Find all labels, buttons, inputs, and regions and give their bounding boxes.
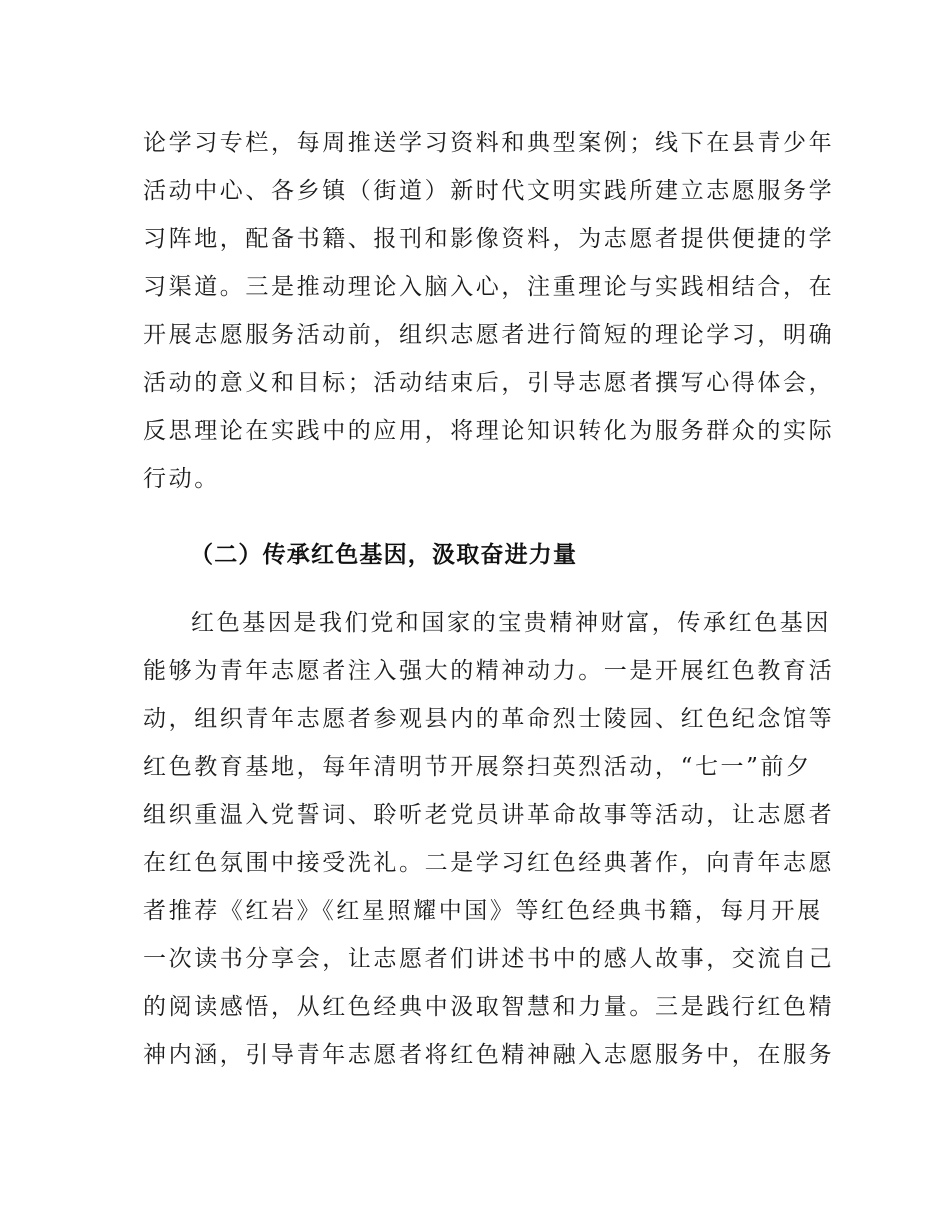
paragraph-line: 习阵地，配备书籍、报刊和影像资料，为志愿者提供便捷的学 (143, 226, 835, 252)
paragraph-line: 一次读书分享会，让志愿者们讲述书中的感人故事，交流自己 (143, 946, 835, 972)
paragraph-line: 者推荐《红岩》《红星照耀中国》等红色经典书籍，每月开展 (143, 898, 823, 924)
section-heading: （二）传承红色基因，汲取奋进力量 (190, 542, 578, 568)
paragraph-line: 开展志愿服务活动前，组织志愿者进行简短的理论学习，明确 (143, 322, 835, 348)
paragraph-line: 红色教育基地，每年清明节开展祭扫英烈活动，“七一”前夕 (143, 754, 812, 780)
paragraph-line: 行动。 (143, 466, 220, 492)
paragraph-line: 习渠道。三是推动理论入脑入心，注重理论与实践相结合，在 (143, 274, 835, 300)
paragraph-line: 动，组织青年志愿者参观县内的革命烈士陵园、红色纪念馆等 (143, 706, 835, 732)
paragraph-line: 神内涵，引导青年志愿者将红色精神融入志愿服务中，在服务 (143, 1042, 835, 1068)
paragraph-line: 能够为青年志愿者注入强大的精神动力。一是开展红色教育活 (143, 658, 835, 684)
paragraph-line: 组织重温入党誓词、聆听老党员讲革命故事等活动，让志愿者 (143, 802, 835, 828)
paragraph-line: 红色基因是我们党和国家的宝贵精神财富，传承红色基因 (191, 610, 831, 636)
paragraph-1 (143, 119, 835, 503)
paragraph-line: 活动的意义和目标；活动结束后，引导志愿者撰写心得体会， (143, 370, 835, 396)
paragraph-line: 在红色氛围中接受洗礼。二是学习红色经典著作，向青年志愿 (143, 850, 835, 876)
paragraph-2 (143, 599, 835, 1079)
paragraph-line: 反思理论在实践中的应用，将理论知识转化为服务群众的实际 (143, 418, 835, 444)
paragraph-line: 的阅读感悟，从红色经典中汲取智慧和力量。三是践行红色精 (143, 994, 835, 1020)
paragraph-line: 论学习专栏，每周推送学习资料和典型案例；线下在县青少年 (143, 130, 835, 156)
paragraph-line: 活动中心、各乡镇（街道）新时代文明实践所建立志愿服务学 (143, 178, 835, 204)
